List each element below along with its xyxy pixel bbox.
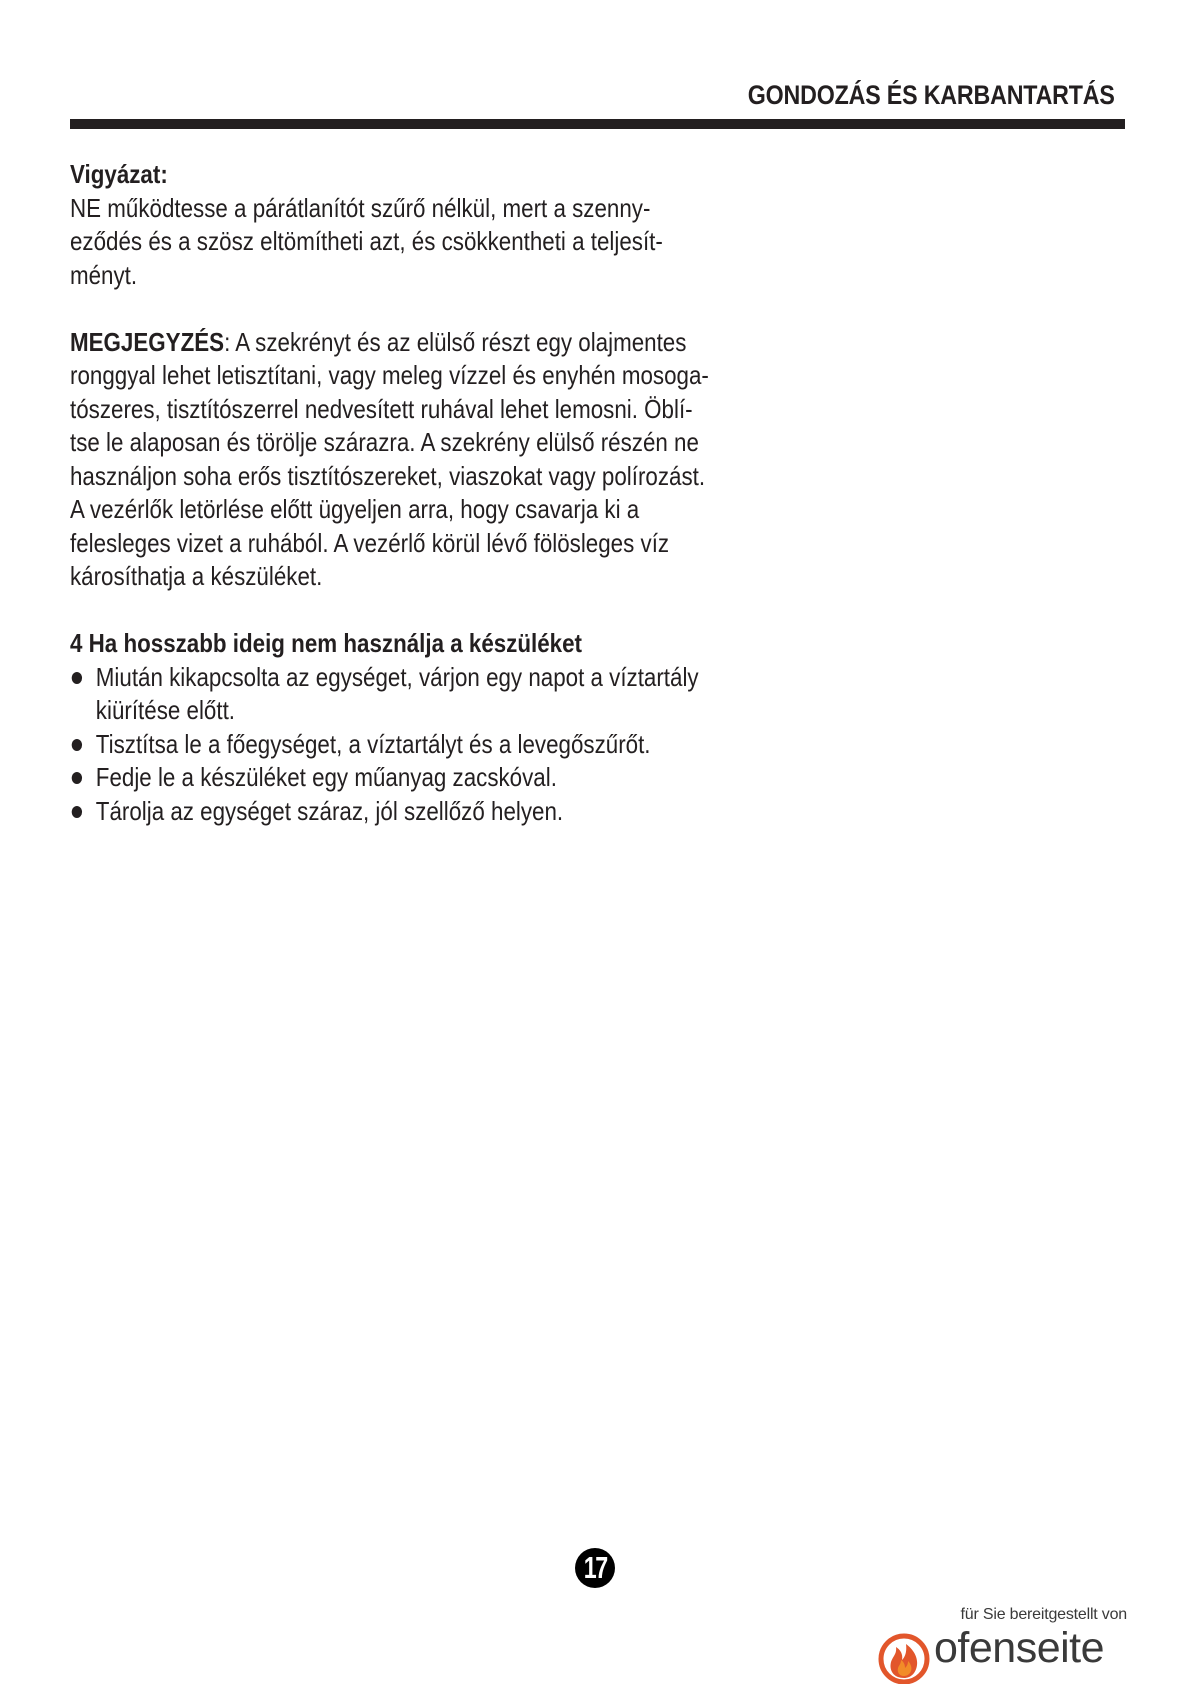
note-line: tószeres, tisztítószerrel nedvesített ruhával lehet lemosni. Öblí-: [70, 393, 693, 424]
note-line: tse le alaposan és törölje szárazra. A szekrény elülső részén ne: [70, 427, 699, 457]
brand-footer[interactable]: [867, 1606, 1127, 1676]
note-paragraph: [70, 326, 741, 594]
list-item: [70, 795, 741, 829]
caution-line: NE működtesse a párátlanítót szűrő nélkül, mert a szenny-: [70, 192, 651, 223]
caution-text: [70, 192, 741, 293]
caution-line: eződés és a szösz eltömítheti azt, és csökkentheti a teljesít-: [70, 226, 663, 256]
note-line: ronggyal lehet letisztítani, vagy meleg vízzel és enyhén mosoga-: [70, 360, 709, 390]
note-first-line: [70, 326, 741, 360]
caution-line: ményt.: [70, 259, 138, 290]
brand-name: ofenseite: [934, 1624, 1105, 1672]
note-line: felesleges vizet a ruhából. A vezérlő körül lévő fölösleges víz: [70, 527, 670, 558]
spacer: [70, 292, 741, 326]
bullet-icon: [72, 772, 82, 784]
list-item: [70, 761, 741, 795]
page-number-text: 17: [583, 1550, 607, 1585]
list-item: [70, 728, 741, 762]
page-header-title: GONDOZÁS ÉS KARBANTARTÁS: [748, 80, 1115, 110]
list-item-line: kiürítése előtt.: [95, 695, 235, 725]
list-item: [70, 661, 741, 728]
list-item-line: Fedje le a készüléket egy műanyag zacskóval.: [95, 762, 557, 792]
section4-heading: 4 Ha hosszabb ideig nem használja a készüléket: [70, 628, 582, 658]
bullet-icon: [72, 739, 82, 751]
bullet-icon: [72, 806, 82, 818]
section4-bullet-list: [70, 661, 741, 829]
page-number: [575, 1548, 615, 1588]
note-label: MEGJEGYZÉS: [70, 326, 225, 357]
caution-heading: Vigyázat:: [70, 159, 168, 189]
header-rule: [70, 119, 1125, 129]
note-line: A vezérlők letörlése előtt ügyeljen arra, hogy csavarja ki a: [70, 494, 640, 524]
page-content: [70, 158, 741, 828]
note-line: használjon soha erős tisztítószereket, viaszokat vagy polírozást.: [70, 460, 706, 491]
note-first-line-text: : A szekrényt és az elülső részt egy olajmentes: [224, 326, 687, 357]
brand-tagline: für Sie bereitgestellt von: [960, 1606, 1127, 1623]
spacer: [70, 594, 741, 628]
bullet-icon: [72, 672, 82, 684]
list-item-line: Tárolja az egységet száraz, jól szellőző helyen.: [95, 795, 564, 826]
note-line: károsíthatja a készüléket.: [70, 561, 323, 591]
list-item-line: Tisztítsa le a főegységet, a víztartályt és a levegőszűrőt.: [95, 728, 651, 759]
list-item-line: Miután kikapcsolta az egységet, várjon egy napot a víztartály: [95, 661, 699, 692]
flame-icon: [877, 1630, 931, 1684]
